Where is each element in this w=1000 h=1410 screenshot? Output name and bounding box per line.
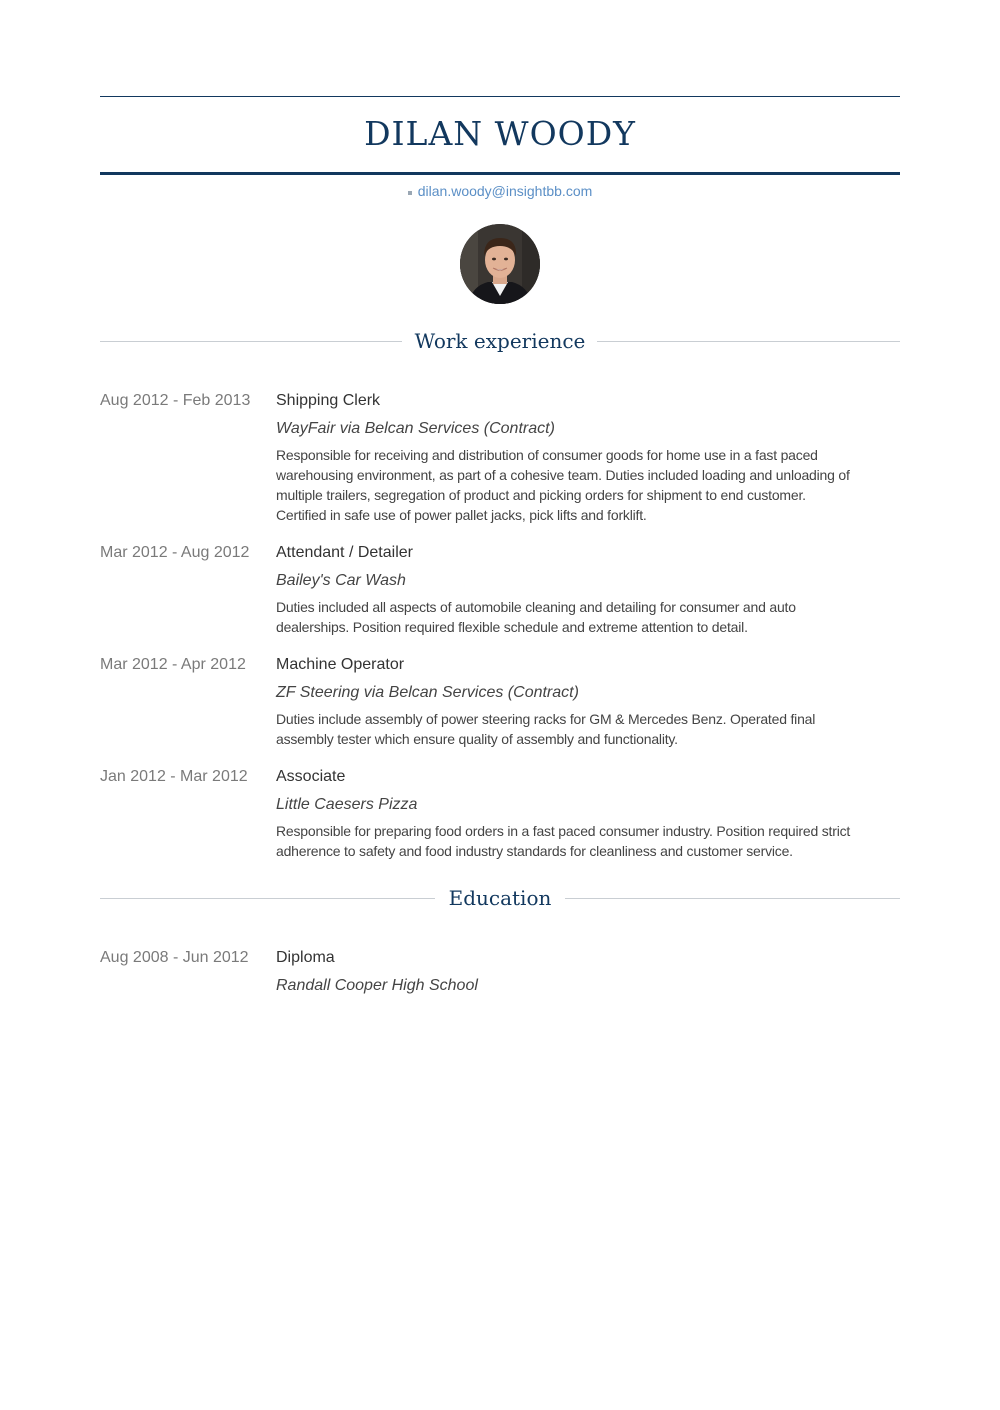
entry-role: Machine Operator [276,656,405,673]
entry-body [276,653,900,749]
entry-body [276,389,900,525]
entry-organization: Little Caesers Pizza [276,796,418,813]
work-experience-heading [100,326,900,356]
entry-description: Responsible for receiving and distribution of consumer goods for home use in a fast paced warehousing environment, as part of a cohesive team. Duties included loading and unloading of multiple trailers, segregation of product and picking orders for shipment to end customer. Certified in safe use of power pallet jacks, pick lifts and forklift. [276,447,850,523]
contact-line [100,181,900,201]
entry-dates: Jan 2012 - Mar 2012 [100,768,248,785]
entry-dates: Aug 2008 - Jun 2012 [100,949,249,966]
entry-dates: Mar 2012 - Aug 2012 [100,544,250,561]
entry-organization: Bailey's Car Wash [276,572,406,589]
email-link[interactable]: dilan.woody@insightbb.com [417,183,593,199]
avatar-photo [460,224,540,304]
entry-body [276,541,900,637]
entry-organization: Randall Cooper High School [276,977,478,994]
entry-description: Duties include assembly of power steering racks for GM & Mercedes Benz. Operated final assembly tester which ensure quality of assembly and functionality. [276,711,816,747]
header-top-rule [100,96,900,97]
entry-role: Attendant / Detailer [276,544,413,561]
header-bottom-rule [100,172,900,175]
entry-body [276,946,900,998]
entry-organization: WayFair via Belcan Services (Contract) [276,420,555,437]
bullet-icon [408,191,412,195]
education-heading [100,883,900,913]
entry-organization: ZF Steering via Belcan Services (Contract) [276,684,579,701]
avatar [460,224,540,304]
entry-description: Responsible for preparing food orders in a fast paced consumer industry. Position required strict adherence to safety and food industry standards for cleanliness and customer service. [276,823,851,859]
candidate-name: DILAN WOODY [364,114,636,153]
entry-description: Duties included all aspects of automobile cleaning and detailing for consumer and auto dealerships. Position required flexible schedule and extreme attention to detail. [276,599,796,635]
entry-dates: Aug 2012 - Feb 2013 [100,392,251,409]
entry-body [276,765,900,861]
section-title: Education [448,886,552,910]
section-title: Work experience [414,329,586,353]
entry-role: Shipping Clerk [276,392,381,409]
entry-role: Associate [276,768,346,785]
entry-role: Diploma [276,949,335,966]
entry-dates: Mar 2012 - Apr 2012 [100,656,246,673]
